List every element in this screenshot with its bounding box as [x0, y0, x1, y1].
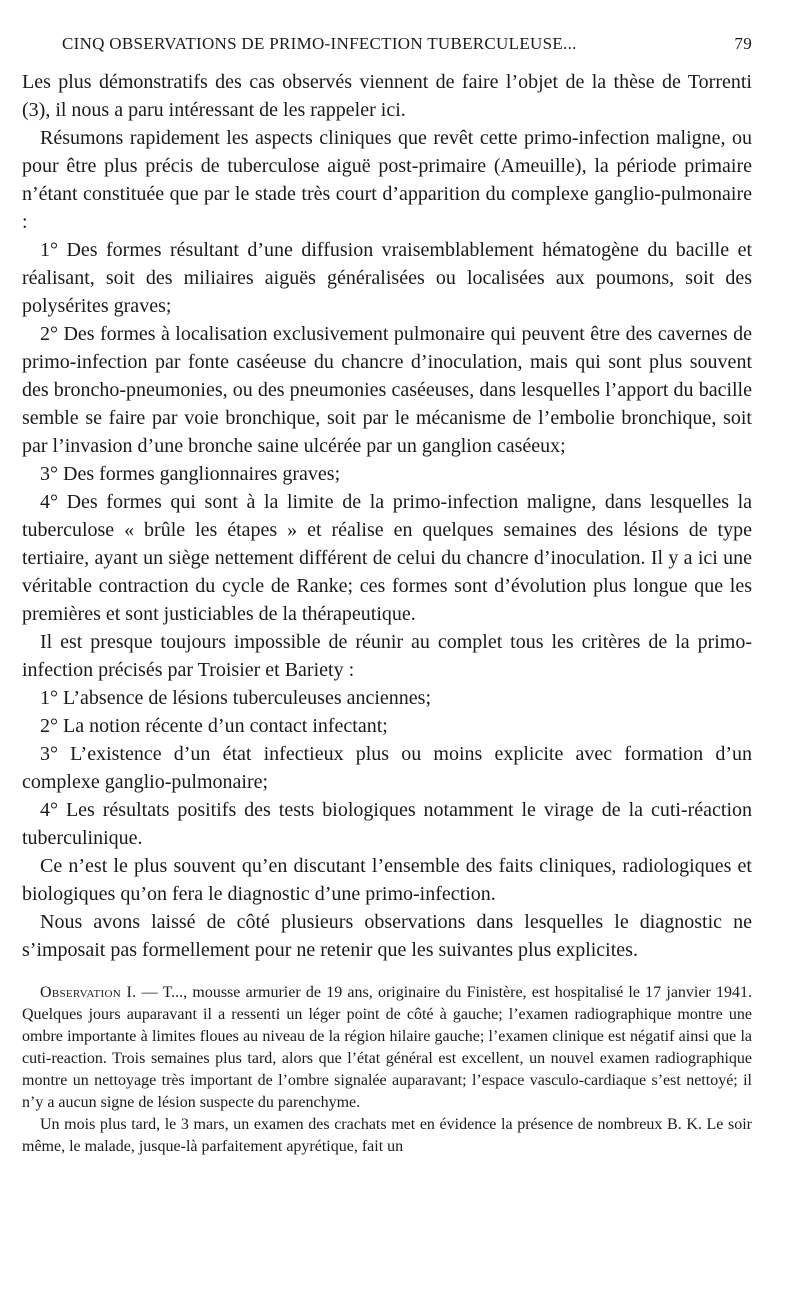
- observation-label: Observation I.: [40, 984, 137, 1001]
- observation-paragraph: [22, 982, 752, 1114]
- main-text: [22, 68, 752, 964]
- paragraph: Il est presque toujours impossible de réunir au complet tous les critères de la primo-infection précisés par Troisier et Bariety :: [22, 631, 752, 681]
- page-number: 79: [734, 34, 752, 53]
- observation-continuation: Un mois plus tard, le 3 mars, un examen des crachats met en évidence la présence de nombreux B. K. Le soir même, le malade, jusque-là parfaitement apyrétique, fait un: [22, 1116, 752, 1155]
- list-item: 4° Des formes qui sont à la limite de la primo-infection maligne, dans lesquelles la tuberculose « brûle les étapes » et réalise en quelques semaines des lésions de type tertiaire, ayant un siège nettement différent de celui du chancre d’inoculation. Il y a ici une véritable contraction du cycle de Ranke; ces formes sont d’évolution plus longue que les premières et sont justiciables de la thérapeutique.: [22, 491, 752, 625]
- running-title: CINQ OBSERVATIONS DE PRIMO-INFECTION TUBERCULEUSE...: [62, 34, 577, 53]
- list-item: 4° Les résultats positifs des tests biologiques notamment le virage de la cuti-réaction tuberculinique.: [22, 799, 752, 849]
- paragraph: Nous avons laissé de côté plusieurs observations dans lesquelles le diagnostic ne s’imposait pas formellement pour ne retenir que les suivantes plus explicites.: [22, 911, 752, 961]
- observation-section: [22, 982, 752, 1158]
- list-item: 3° Des formes ganglionnaires graves;: [40, 463, 341, 485]
- paragraph: Ce n’est le plus souvent qu’en discutant l’ensemble des faits cliniques, radiologiques et biologiques qu’on fera le diagnostic d’une primo-infection.: [22, 855, 752, 905]
- paragraph: Résumons rapidement les aspects cliniques que revêt cette primo-infection maligne, ou pour être plus précis de tuberculose aiguë post-primaire (Ameuille), la période primaire n’étant constituée que par le stade très court d’apparition du complexe ganglio-pulmonaire :: [22, 127, 752, 233]
- list-item: 3° L’existence d’un état infectieux plus ou moins explicite avec formation d’un complexe ganglio-pulmonaire;: [22, 743, 752, 793]
- list-item: 2° Des formes à localisation exclusivement pulmonaire qui peuvent être des cavernes de primo-infection par fonte caséeuse du chancre d’inoculation, mais qui sont plus souvent des broncho-pneumonies, ou des pneumonies caséeuses, dans lesquelles l’apport du bacille semble se faire par voie bronchique, soit par le mécanisme de l’embolie bronchique, soit par l’invasion d’une bronche saine ulcérée par un ganglion caséeux;: [22, 323, 752, 457]
- running-header: [62, 34, 752, 54]
- list-item: 1° L’absence de lésions tuberculeuses anciennes;: [40, 687, 432, 709]
- list-item: 1° Des formes résultant d’une diffusion vraisemblablement hématogène du bacille et réalisant, soit des miliaires aiguës généralisées ou localisées aux poumons, soit des polysérites graves;: [22, 239, 752, 317]
- observation-text: — T..., mousse armurier de 19 ans, originaire du Finistère, est hospitalisé le 17 janvier 1941. Quelques jours auparavant il a ressenti un léger point de côté à gauche; l’examen radiographique montre une ombre importante à limites floues au niveau de la région hilaire gauche; l’examen clinique est négatif ainsi que la cuti-reaction. Trois semaines plus tard, alors que l’état général est excellent, un nouvel examen radiographique montre un nettoyage très important de l’ombre signalée auparavant; l’espace vasculo-cardiaque s’est nettoyé; il n’y a aucun signe de lésion suspecte du parenchyme.: [22, 984, 753, 1111]
- list-item: 2° La notion récente d’un contact infectant;: [40, 715, 388, 737]
- paragraph: Les plus démonstratifs des cas observés viennent de faire l’objet de la thèse de Torrenti (3), il nous a paru intéressant de les rappeler ici.: [22, 71, 752, 121]
